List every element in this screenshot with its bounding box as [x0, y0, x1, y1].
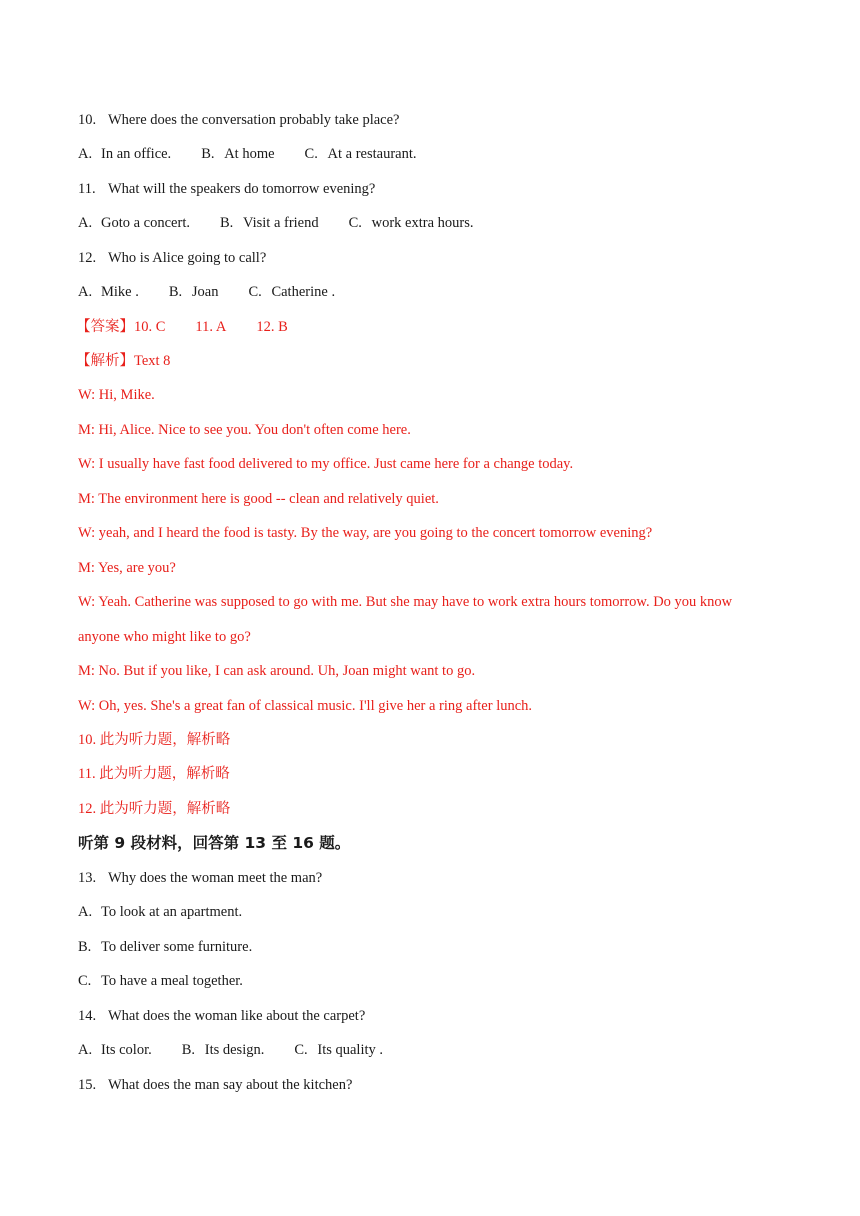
- answer-item: 10. C: [134, 319, 166, 335]
- question-text: Who is Alice going to call?: [108, 250, 267, 266]
- analysis-note: 12. 此为听力题，解析略: [78, 801, 231, 817]
- analysis-line: [76, 352, 170, 370]
- option-b: B. Visit a friend: [219, 215, 319, 231]
- question-text: Where does the conversation probably take place?: [108, 112, 400, 128]
- analysis-note: 10. 此为听力题，解析略: [78, 732, 231, 748]
- question-11: [78, 180, 375, 198]
- option-a: A. Goto a concert.: [78, 215, 190, 231]
- analysis-label: 【解析】: [76, 353, 134, 369]
- transcript-line: M: The environment here is good -- clean and relatively quiet.: [78, 491, 439, 507]
- question-text: What does the woman like about the carpet?: [108, 1008, 366, 1024]
- analysis-title: Text 8: [134, 353, 171, 369]
- option-a: A. Mike .: [78, 284, 139, 300]
- option-c: C. Its quality .: [294, 1042, 384, 1058]
- option-c: C. To have a meal together.: [78, 973, 243, 989]
- option-a: A. In an office.: [78, 146, 172, 162]
- answer-item: 12. B: [256, 319, 288, 335]
- option-c: C. work extra hours.: [348, 215, 474, 231]
- option-b: B. At home: [201, 146, 275, 162]
- transcript-line: W: yeah, and I heard the food is tasty. By the way, are you going to the concert tomorrow evening?: [78, 525, 653, 541]
- transcript-line: W: I usually have fast food delivered to my office. Just came here for a change today.: [78, 456, 574, 472]
- options-11: [78, 214, 474, 232]
- transcript-line: M: Yes, are you?: [78, 560, 176, 576]
- option-a: A. Its color.: [78, 1042, 152, 1058]
- question-text: What will the speakers do tomorrow evening?: [108, 181, 376, 197]
- question-13: [78, 869, 322, 887]
- option-c: C. At a restaurant.: [304, 146, 417, 162]
- question-10: [78, 111, 399, 129]
- question-text: Why does the woman meet the man?: [108, 870, 323, 886]
- answer-label: 【答案】: [76, 319, 134, 335]
- analysis-note: 11. 此为听力题，解析略: [78, 766, 230, 782]
- transcript-line: W: Oh, yes. She's a great fan of classical music. I'll give her a ring after lunch.: [78, 698, 533, 714]
- question-number: 15.: [78, 1077, 97, 1093]
- transcript-line: M: Hi, Alice. Nice to see you. You don't often come here.: [78, 422, 411, 438]
- question-number: 13.: [78, 870, 97, 886]
- option-a: A. To look at an apartment.: [78, 904, 243, 920]
- option-b: B. To deliver some furniture.: [78, 939, 253, 955]
- answer-line: [76, 318, 288, 336]
- options-14: [78, 1041, 383, 1059]
- option-b: B. Its design.: [181, 1042, 265, 1058]
- options-12: [78, 283, 335, 301]
- question-number: 14.: [78, 1008, 97, 1024]
- question-12: [78, 249, 266, 267]
- transcript-line: anyone who might like to go?: [78, 629, 251, 645]
- options-10: [78, 145, 417, 163]
- question-number: 12.: [78, 250, 97, 266]
- question-15: [78, 1076, 352, 1094]
- question-text: What does the man say about the kitchen?: [108, 1077, 353, 1093]
- question-14: [78, 1007, 365, 1025]
- option-b: B. Joan: [168, 284, 219, 300]
- transcript-line: W: Yeah. Catherine was supposed to go with me. But she may have to work extra hours tomorrow. Do you know: [78, 594, 733, 610]
- question-number: 10.: [78, 112, 97, 128]
- section-heading: 听第 9 段材料，回答第 13 至 16 题。: [78, 834, 351, 852]
- answer-item: 11. A: [195, 319, 227, 335]
- transcript-line: M: No. But if you like, I can ask around. Uh, Joan might want to go.: [78, 663, 476, 679]
- question-number: 11.: [78, 181, 96, 197]
- option-c: C. Catherine .: [248, 284, 336, 300]
- transcript-line: W: Hi, Mike.: [78, 387, 155, 403]
